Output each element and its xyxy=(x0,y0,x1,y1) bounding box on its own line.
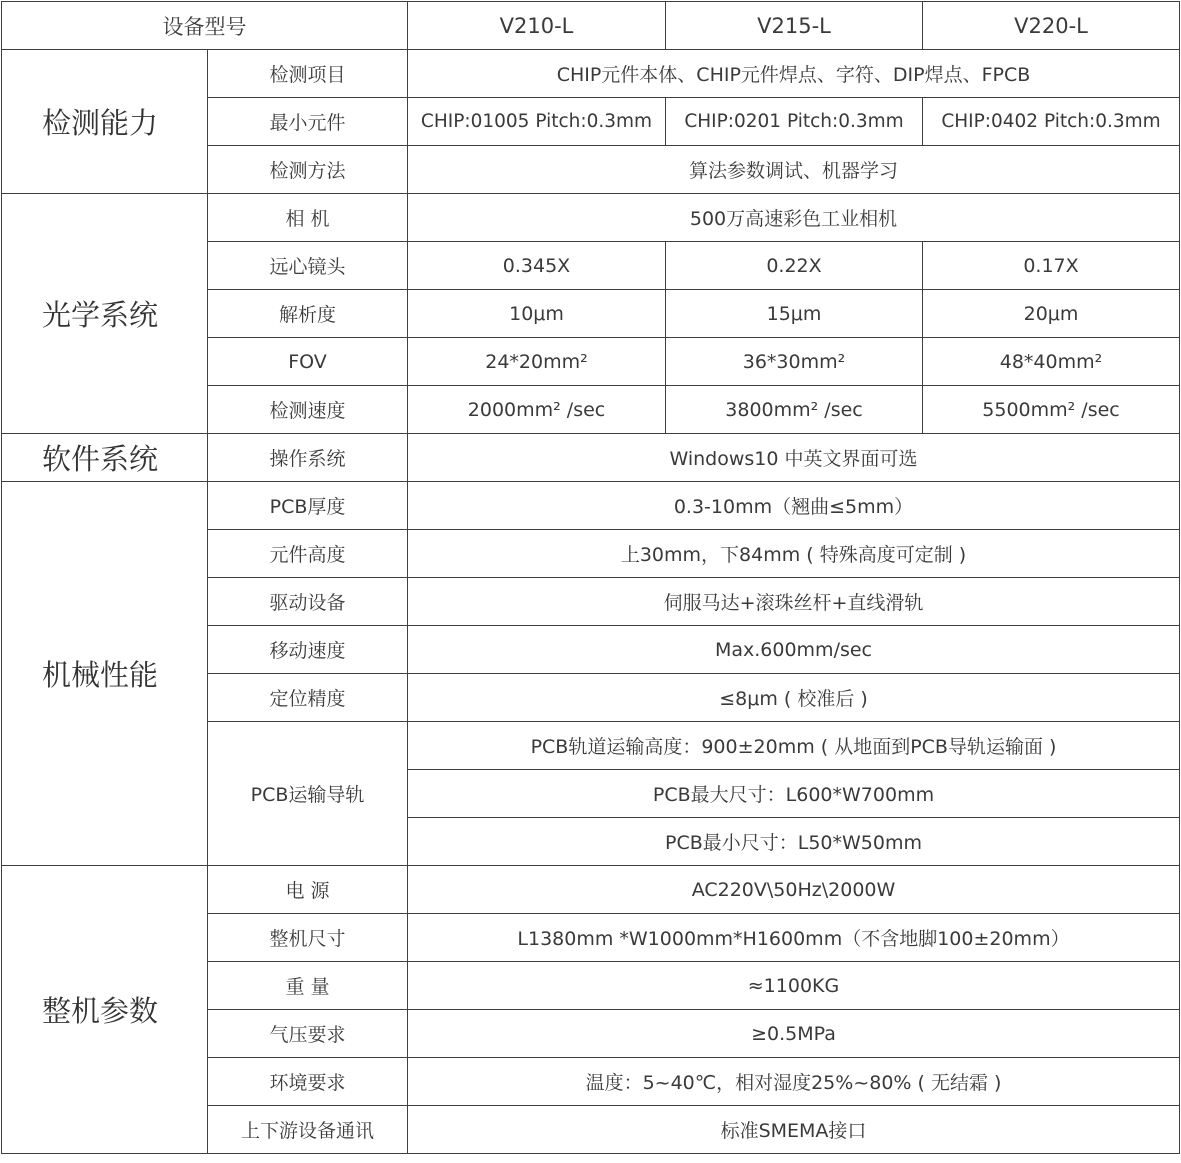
row-label: PCB运输导轨 xyxy=(208,722,408,866)
header-label: 设备型号 xyxy=(2,2,408,50)
row-value: 标准SMEMA接口 xyxy=(408,1106,1180,1154)
row-value: 0.17X xyxy=(923,242,1180,290)
model-v210: V210-L xyxy=(408,2,666,50)
row-label: 最小元件 xyxy=(208,98,408,146)
row-value: 24*20mm² xyxy=(408,338,666,386)
row-value: 3800mm² /sec xyxy=(666,386,923,434)
model-v215: V215-L xyxy=(666,2,923,50)
row-value: ≈1100KG xyxy=(408,962,1180,1010)
category-detection: 检测能力 xyxy=(2,50,208,194)
row-value: 0.22X xyxy=(666,242,923,290)
table-row xyxy=(2,482,1180,530)
row-label: 定位精度 xyxy=(208,674,408,722)
row-value: 500万高速彩色工业相机 xyxy=(408,194,1180,242)
row-value: 48*40mm² xyxy=(923,338,1180,386)
row-value: 5500mm² /sec xyxy=(923,386,1180,434)
table-row xyxy=(2,434,1180,482)
model-v220: V220-L xyxy=(923,2,1180,50)
row-value: CHIP:0201 Pitch:0.3mm xyxy=(666,98,923,146)
row-value: CHIP元件本体、CHIP元件焊点、字符、DIP焊点、FPCB xyxy=(408,50,1180,98)
row-value: 温度：5~40℃，相对湿度25%~80% ( 无结霜 ) xyxy=(408,1058,1180,1106)
row-label: 解析度 xyxy=(208,290,408,338)
row-label: 上下游设备通讯 xyxy=(208,1106,408,1154)
row-value: 上30mm，下84mm ( 特殊高度可定制 ) xyxy=(408,530,1180,578)
row-label: 元件高度 xyxy=(208,530,408,578)
row-value: PCB最小尺寸：L50*W50mm xyxy=(408,818,1180,866)
row-label: 重 量 xyxy=(208,962,408,1010)
row-value: PCB轨道运输高度：900±20mm ( 从地面到PCB导轨运输面 ) xyxy=(408,722,1180,770)
category-machine: 整机参数 xyxy=(2,866,208,1154)
row-label: 移动速度 xyxy=(208,626,408,674)
row-value: PCB最大尺寸：L600*W700mm xyxy=(408,770,1180,818)
row-label: 操作系统 xyxy=(208,434,408,482)
row-label: 整机尺寸 xyxy=(208,914,408,962)
row-label: 相 机 xyxy=(208,194,408,242)
row-value: 0.345X xyxy=(408,242,666,290)
header-row xyxy=(2,2,1180,50)
row-value: 伺服马达+滚珠丝杆+直线滑轨 xyxy=(408,578,1180,626)
row-value: 36*30mm² xyxy=(666,338,923,386)
row-value: L1380mm *W1000mm*H1600mm（不含地脚100±20mm） xyxy=(408,914,1180,962)
row-value: 15μm xyxy=(666,290,923,338)
row-value: 0.3-10mm（翘曲≤5mm） xyxy=(408,482,1180,530)
row-value: CHIP:0402 Pitch:0.3mm xyxy=(923,98,1180,146)
table-row xyxy=(2,50,1180,98)
category-mechanical: 机械性能 xyxy=(2,482,208,866)
row-label: 驱动设备 xyxy=(208,578,408,626)
row-label: 气压要求 xyxy=(208,1010,408,1058)
row-label: FOV xyxy=(208,338,408,386)
row-value: Max.600mm/sec xyxy=(408,626,1180,674)
row-label: 检测方法 xyxy=(208,146,408,194)
row-label: 远心镜头 xyxy=(208,242,408,290)
row-value: 20μm xyxy=(923,290,1180,338)
row-label: 检测速度 xyxy=(208,386,408,434)
row-value: ≥0.5MPa xyxy=(408,1010,1180,1058)
row-value: 算法参数调试、机器学习 xyxy=(408,146,1180,194)
row-value: 2000mm² /sec xyxy=(408,386,666,434)
row-value: ≤8μm ( 校准后 ) xyxy=(408,674,1180,722)
spec-table xyxy=(1,1,1180,1154)
row-value: AC220V\50Hz\2000W xyxy=(408,866,1180,914)
row-value: 10μm xyxy=(408,290,666,338)
row-label: 检测项目 xyxy=(208,50,408,98)
category-software: 软件系统 xyxy=(2,434,208,482)
table-row xyxy=(2,194,1180,242)
category-optics: 光学系统 xyxy=(2,194,208,434)
row-label: PCB厚度 xyxy=(208,482,408,530)
row-value: Windows10 中英文界面可选 xyxy=(408,434,1180,482)
row-label: 电 源 xyxy=(208,866,408,914)
row-value: CHIP:01005 Pitch:0.3mm xyxy=(408,98,666,146)
table-row xyxy=(2,866,1180,914)
row-label: 环境要求 xyxy=(208,1058,408,1106)
